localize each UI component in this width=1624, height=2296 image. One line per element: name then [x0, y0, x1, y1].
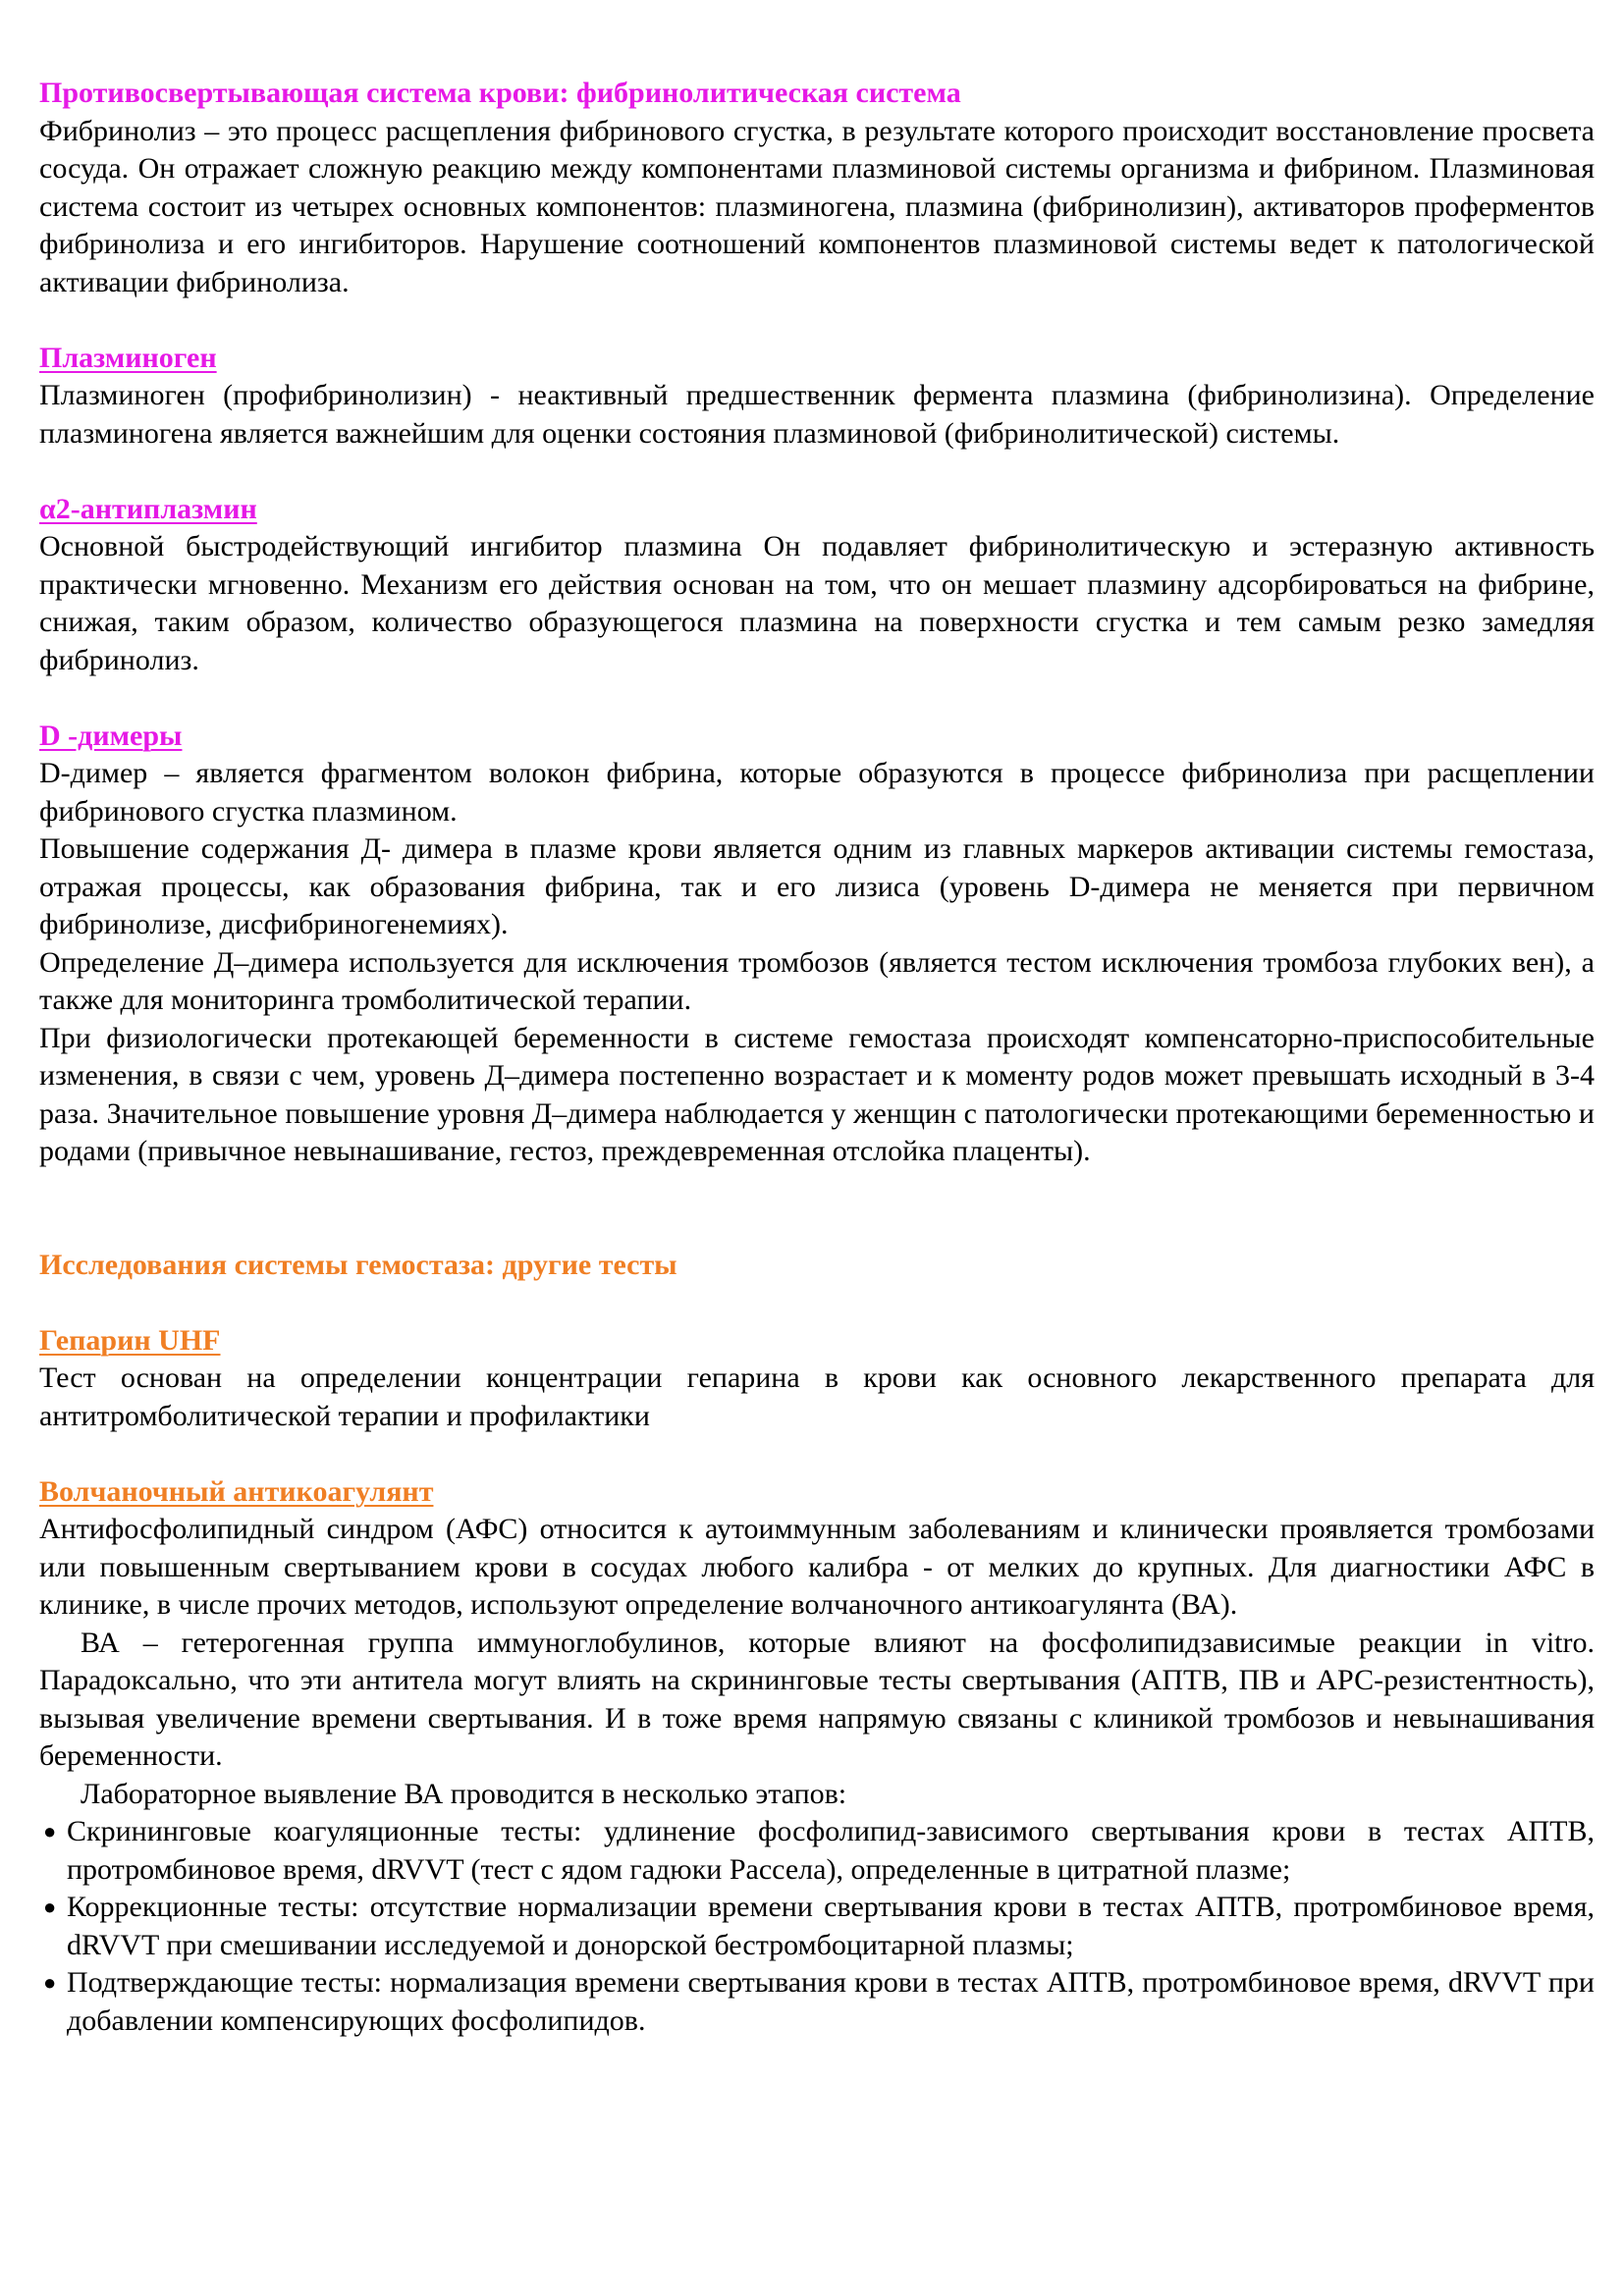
lupus-paragraph-1: Антифосфолипидный синдром (АФС) относится к аутоиммунным заболеваниям и клинически проявляется тромбозами или повышенным свертыванием крови в сосудах любого калибра - от мелких до крупных. Для диагностики АФС в клинике, в числе прочих методов, используют определение волчаночного антикоагулянта (ВА). [39, 1513, 1595, 1621]
bullet-icon: ● [43, 1895, 57, 1919]
plasminogen-paragraph: Плазминоген (профибринолизин) - неактивный предшественник фермента плазмина (фибринолизина). Определение плазминогена является важнейшим для оценки состояния плазминовой (фибринолитической) системы. [39, 379, 1595, 450]
lupus-paragraph-2: ВА – гетерогенная группа иммуноглобулинов, которые влияют на фосфолипидзависимые реакции in vitro. Парадоксально, что эти антитела могут влиять на скрининговые тесты свертывания (АПТВ, ПВ и АРС-резистентность), вызывая увеличение времени свертывания. И в тоже время напрямую связаны с клиникой тромбозов и невынашивания беременности. [39, 1626, 1595, 1772]
heading-alpha2-antiplasmin: α2-антиплазмин [39, 492, 257, 525]
list-item: ● Подтверждающие тесты: нормализация времени свертывания крови в тестах АПТВ, протромбиновое время, dRVVT при добавлении компенсирующих фосфолипидов. [43, 1966, 1595, 2037]
document-page [39, 75, 1595, 2040]
lupus-paragraph-3: Лабораторное выявление ВА проводится в несколько этапов: [81, 1777, 847, 1810]
ddimer-paragraph-4: При физиологически протекающей беременности в системе гемостаза происходят компенсаторно-приспособительные изменения, в связи с чем, уровень Д–димера постепенно возрастает и к моменту родов может превышать исходный в 3-4 раза. Значительное повышение уровня Д–димера наблюдается у женщин с патологически протекающими беременностью и родами (привычное невынашивание, гестоз, преждевременная отслойка плаценты). [39, 1021, 1595, 1167]
heading-plasminogen: Плазминоген [39, 341, 217, 374]
list-item: ● Коррекционные тесты: отсутствие нормализации времени свертывания крови в тестах АПТВ, протромбиновое время, dRVVT при смешивании исследуемой и донорской бестромбоцитарной плазмы; [43, 1891, 1595, 1961]
section-title-fibrinolytic-system: Противосвертывающая система крови: фибринолитическая система [39, 77, 961, 109]
antiplasmin-paragraph: Основной быстродействующий ингибитор плазмина Он подавляет фибринолитическую и эстеразную активность практически мгновенно. Механизм его действия основан на том, что он мешает плазмину адсорбироваться на фибрине, снижая, таким образом, количество образующегося плазмина на поверхности сгустка и тем самым резко замедляя фибринолиз. [39, 530, 1595, 676]
list-item: ● Скрининговые коагуляционные тесты: удлинение фосфолипид-зависимого свертывания крови в тестах АПТВ, протромбиновое время, dRVVT (тест с ядом гадюки Рассела), определенные в цитратной плазме; [43, 1815, 1595, 1886]
ddimer-paragraph-3: Определение Д–димера используется для исключения тромбозов (является тестом исключения тромбоза глубоких вен), а также для мониторинга тромболитической терапии. [39, 945, 1595, 1016]
ddimer-paragraph-1: D-димер – является фрагментом волокон фибрина, которые образуются в процессе фибринолиза при расщеплении фибринового сгустка плазмином. [39, 757, 1595, 828]
heading-lupus-anticoagulant: Волчаночный антикоагулянт [39, 1474, 434, 1508]
heading-heparin-uhf: Гепарин UHF [39, 1323, 221, 1357]
bullet-icon: ● [43, 1970, 57, 1995]
bullet-icon: ● [43, 1819, 57, 1843]
fibrinolysis-paragraph: Фибринолиз – это процесс расщепления фибринового сгустка, в результате которого происходит восстановление просвета сосуда. Он отражает сложную реакцию между компонентами плазминовой системы организма и фибрином. Плазминовая система состоит из четырех основных компонентов: плазминогена, плазмина (фибринолизин), активаторов проферментов фибринолиза и его ингибиторов. Нарушение соотношений компонентов плазминовой системы ведет к патологической активации фибринолиза. [39, 114, 1595, 298]
section-title-other-tests: Исследования системы гемостаза: другие тесты [39, 1248, 677, 1281]
ddimer-paragraph-2: Повышение содержания Д- димера в плазме крови является одним из главных маркеров активации системы гемостаза, отражая процессы, как образования фибрина, так и его лизиса (уровень D-димера не меняется при первичном фибринолизе, дисфибриногенемиях). [39, 832, 1595, 940]
heading-d-dimer: D -димеры [39, 719, 183, 752]
lupus-stages-list [39, 1813, 1595, 2040]
heparin-paragraph: Тест основан на определении концентрации гепарина в крови как основного лекарственного препарата для антитромболитической терапии и профилактики [39, 1362, 1595, 1432]
